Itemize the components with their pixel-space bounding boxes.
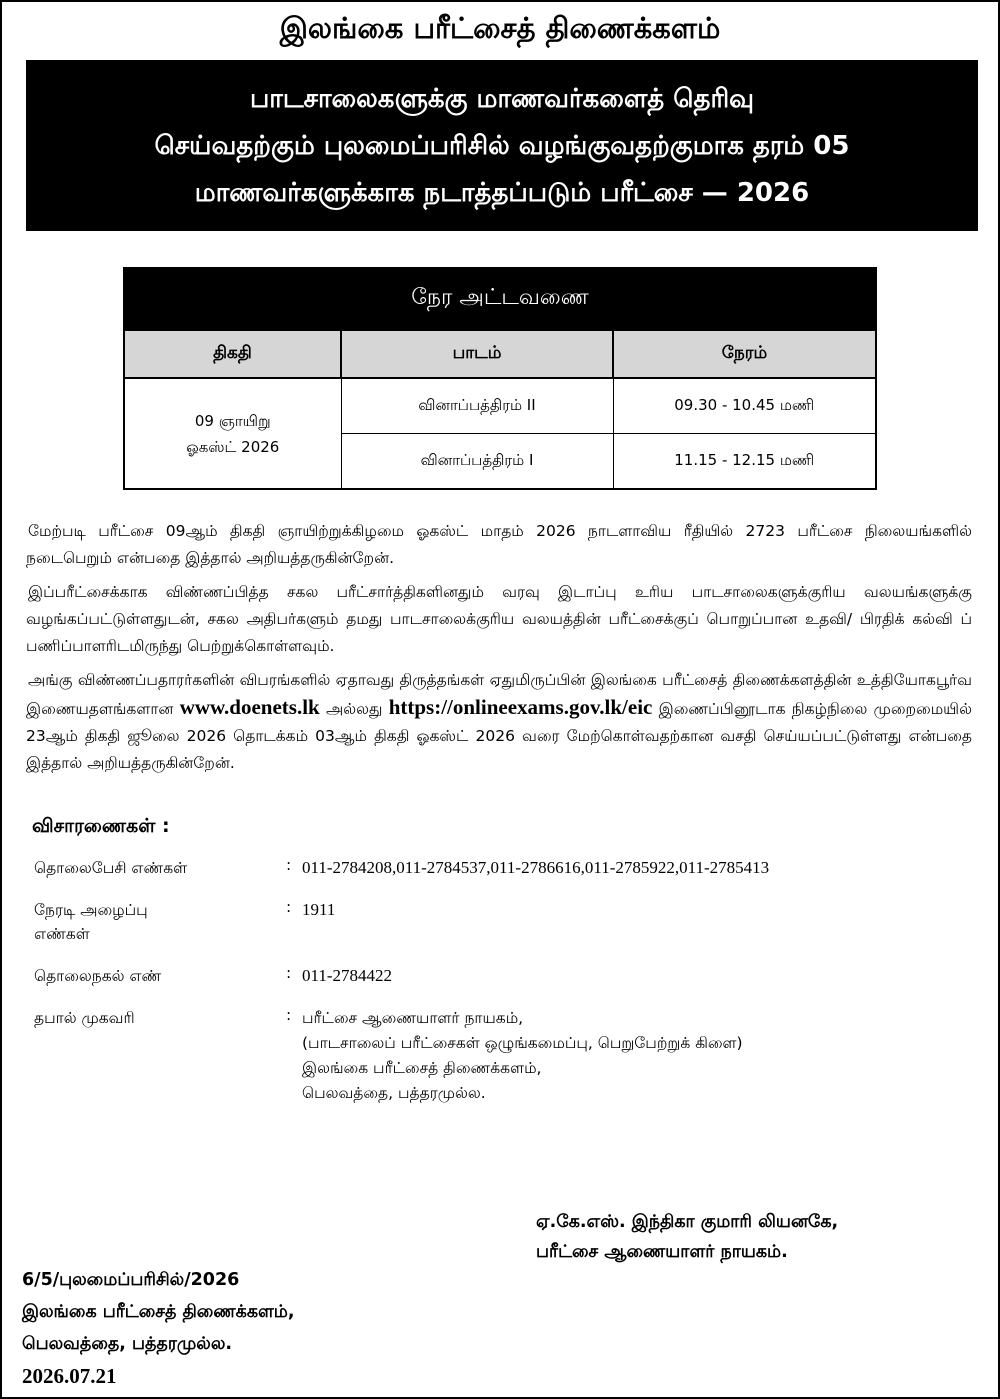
address-line: (பாடசாலைப் பரீட்சைகள் ஒழுங்கமைப்பு, பெறுபேற்றுக் கிளை)	[302, 1034, 743, 1052]
colon: :	[286, 856, 292, 874]
subject-cell: வினாப்பத்திரம் I	[341, 434, 613, 490]
enquiry-row-hotline	[34, 898, 998, 946]
postal-address	[302, 1006, 743, 1106]
address-line: இலங்கை பரீட்சைத் திணைக்களம்,	[302, 1059, 542, 1077]
banner-line-1: பாடசாலைகளுக்கு மாணவர்களைத் தெரிவு	[249, 84, 755, 114]
subject-cell: வினாப்பத்திரம் II	[341, 378, 613, 434]
website-link-doenets[interactable]: www.doenets.lk	[179, 695, 320, 719]
paragraph-3-intro: அங்கு விண்ணப்பதாரர்களின் விபரங்களில் ஏதாவது திருத்தங்கள் ஏதுமிருப்பின் இலங்கை பரீட்சைத் திணைக்களத்தின் உத்தியோகபூர்வ இணையதளங்களான	[26, 671, 972, 718]
exam-title-banner	[26, 60, 978, 231]
timetable-caption: நேர அட்டவணை	[124, 268, 876, 330]
enquiries-title: விசாரணைகள் :	[32, 815, 170, 837]
hotline-value: 1911	[302, 900, 336, 919]
time-cell: 09.30 - 10.45 மணி	[613, 378, 876, 434]
table-row	[124, 378, 876, 434]
office-location: பெலவத்தை, பத்தரமுல்ல.	[22, 1334, 233, 1354]
paragraph-3	[26, 667, 972, 777]
office-name: இலங்கை பரீட்சைத் திணைக்களம்,	[22, 1302, 295, 1322]
department-title: இலங்கை பரீட்சைத் திணைக்களம்	[279, 11, 721, 45]
issue-date: 2026.07.21	[22, 1364, 117, 1388]
banner-line-3: மாணவர்களுக்காக நடாத்தப்படும் பரீட்சை — 2026	[194, 178, 810, 208]
enquiries-list	[34, 856, 998, 1106]
hotline-label: நேரடி அழைப்பு எண்கள்	[34, 901, 148, 943]
address-line: பரீட்சை ஆணையாளர் நாயகம்,	[302, 1009, 524, 1027]
notice-body	[26, 518, 972, 777]
fax-value: 011-2784422	[302, 966, 393, 985]
enquiry-row-fax	[34, 964, 998, 988]
paragraph-2: இப்பரீட்சைக்காக விண்ணப்பித்த சகல பரீட்சார்த்திகளினதும் வரவு இடாப்பு உரிய பாடசாலைகளுக்குரிய வலயங்களுக்கு வழங்கப்பட்டுள்ளதுடன், சகல அதிபர்களும் தமது பாடசாலைக்குரிய வலயத்தின் பரீட்சைக்குப் பொறுப்பான உதவி/ பிரதிக் கல்வி ப் பணிப்பாளரிடமிருந்து பெற்றுக்கொள்ளவும்.	[26, 583, 972, 655]
column-header-date: திகதி	[124, 330, 341, 378]
exam-date-cell	[124, 378, 341, 489]
signatory-title: பரீட்சை ஆணையாளர் நாயகம்.	[536, 1242, 788, 1262]
banner-line-2: செய்வதற்கும் புலமைப்பரிசில் வழங்குவதற்குமாக தரம் 05	[154, 131, 850, 161]
fax-label: தொலைநகல் எண்	[34, 967, 162, 985]
phone-value: 011-2784208,011-2784537,011-2786616,011-2785922,011-2785413	[302, 858, 770, 877]
reference-number: 6/5/புலமைப்பரிசில்/2026	[22, 1270, 240, 1290]
column-header-subject: பாடம்	[341, 330, 613, 378]
address-label: தபால் முகவரி	[34, 1009, 135, 1027]
timetable	[123, 267, 877, 490]
signature-block	[536, 1207, 838, 1267]
website-link-onlineexams[interactable]: https://onlineexams.gov.lk/eic	[388, 695, 653, 719]
exam-date-month: ஓகஸ்ட் 2026	[186, 437, 280, 456]
exam-date-day: 09 ஞாயிறு	[194, 411, 271, 430]
enquiry-row-address	[34, 1006, 998, 1106]
address-line: பெலவத்தை, பத்தரமுல்ல.	[302, 1084, 486, 1102]
column-header-time: நேரம்	[613, 330, 876, 378]
signatory-name: ஏ.கே.எஸ். இந்திகா குமாரி லியனகே,	[536, 1212, 839, 1232]
colon: :	[286, 898, 292, 916]
colon: :	[286, 964, 292, 982]
reference-block	[22, 1264, 295, 1392]
paragraph-3-rest: இணைப்பினூடாக நிகழ்நிலை முறைமையில் 23ஆம் திகதி ஜூலை 2026 தொடக்கம் 03ஆம் திகதி ஓகஸ்ட் 2026 வரை மேற்கொள்வதற்கான வசதி செய்யப்பட்டுள்ளது என்பதை இத்தால் அறியத்தருகின்றேன்.	[26, 700, 972, 772]
time-cell: 11.15 - 12.15 மணி	[613, 434, 876, 490]
phone-label: தொலைபேசி எண்கள்	[34, 859, 188, 877]
paragraph-1: மேற்படி பரீட்சை 09ஆம் திகதி ஞாயிற்றுக்கிழமை ஓகஸ்ட் மாதம் 2026 நாடளாவிய ரீதியில் 2723 பரீட்சை நிலையங்களில் நடைபெறும் என்பதை இத்தால் அறியத்தருகின்றேன்.	[26, 522, 972, 567]
enquiry-row-phone	[34, 856, 998, 880]
paragraph-3-or: அல்லது	[326, 700, 383, 718]
colon: :	[286, 1006, 292, 1024]
